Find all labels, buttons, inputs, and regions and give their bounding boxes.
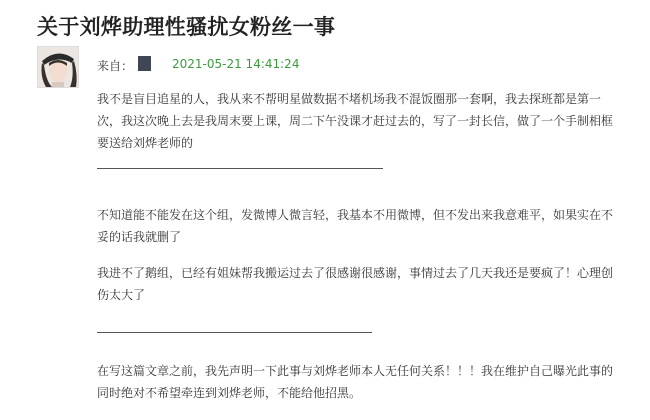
article-title: 关于刘烨助理性骚扰女粉丝一事	[37, 15, 336, 39]
redacted-username	[138, 56, 151, 71]
avatar[interactable]	[37, 46, 79, 88]
post-date: 2021-05-21 14:41:24	[172, 57, 300, 71]
paragraph: 在写这篇文章之前，我先声明一下此事与刘烨老师本人无任何关系！！！我在维护自己曝光此事的同时绝对不希望牵连到刘烨老师，不能给他招黑。	[97, 364, 614, 400]
paragraph: 我不是盲目追星的人，我从来不帮明星做数据不堵机场我不混饭圈那一套啊，我去探班都是第一次，我这次晚上去是我周末要上课，周二下午没课才赶过去的，写了一封长信，做了一个手制相框要送给刘烨老师的	[97, 92, 614, 150]
divider	[97, 168, 383, 169]
avatar-image	[38, 47, 78, 87]
divider	[97, 332, 372, 333]
source-label: 来自：	[97, 59, 134, 73]
paragraph: 不知道能不能发在这个组，发微博人微言轻，我基本不用微博，但不发出来我意难平，如果实在不妥的话我就删了	[97, 208, 614, 244]
paragraph: 我进不了鹅组，已经有姐妹帮我搬运过去了很感谢很感谢，事情过去了几天我还是要疯了！心理创伤太大了	[97, 266, 614, 302]
